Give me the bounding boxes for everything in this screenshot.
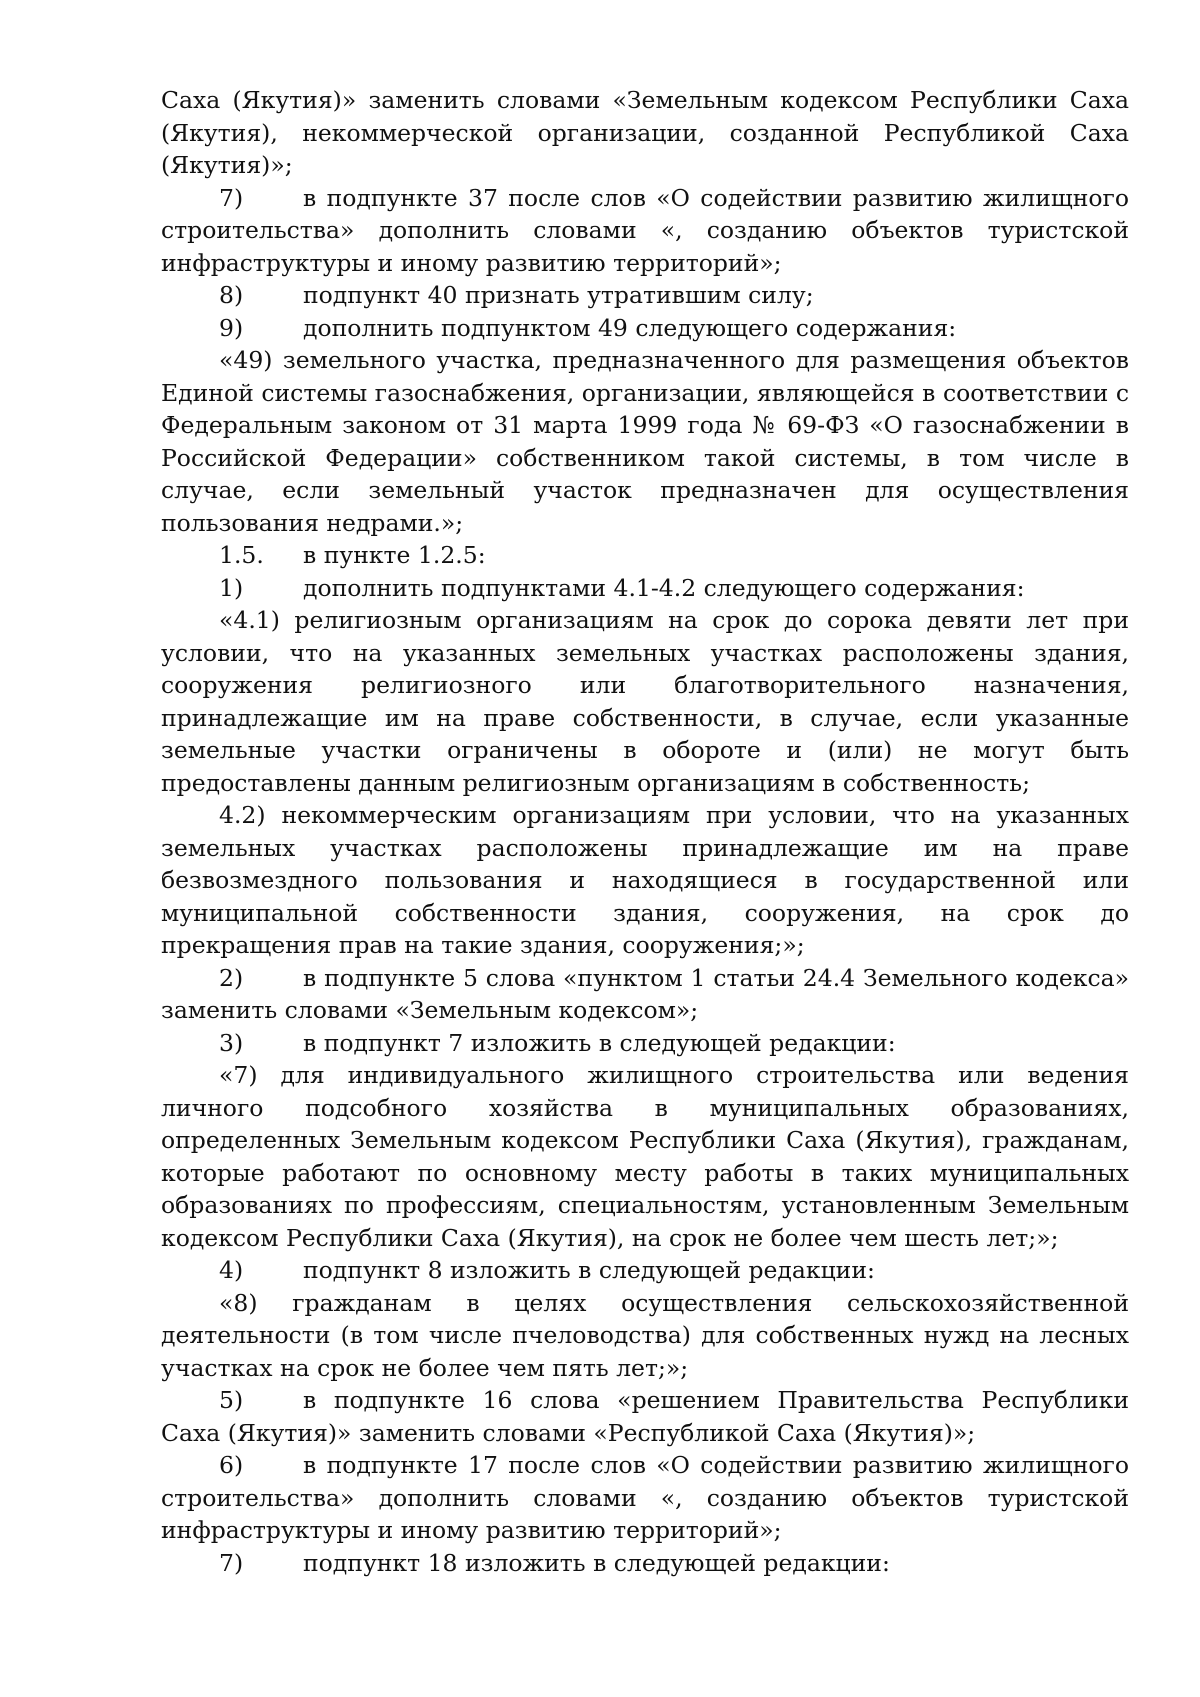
item-number: 7) [219, 183, 244, 212]
paragraph: 2) в подпункте 5 слова «пунктом 1 статьи 24.4 Земельного кодекса» заменить словами «Земельным кодексом»; [161, 963, 1129, 1024]
item-number: 2) [219, 963, 244, 992]
paragraph: 6) в подпункте 17 после слов «О содействии развитию жилищного строительства» дополнить словами «, созданию объектов туристской инфраструктуры и иному развитию территорий»; [161, 1451, 1129, 1544]
paragraph: «49) земельного участка, предназначенного для размещения объектов Единой системы газоснабжения, организации, являющейся в соответствии с Федеральным законом от 31 марта 1999 года № 69-ФЗ «О газоснабжении в Российской Федерации» собственником такой системы, в том числе в случае, если земельный участок предназначен для осуществления пользования недрами.»; [161, 346, 1129, 537]
item-number: 7) [219, 1548, 244, 1577]
paragraph: «8) гражданам в целях осуществления сельскохозяйственной деятельности (в том числе пчеловодства) для собственных нужд на лесных участках на срок не более чем пять лет;»; [161, 1288, 1129, 1382]
paragraph: Саха (Якутия)» заменить словами «Земельным кодексом Республики Саха (Якутия), некоммерческой организации, созданной Республикой Саха (Якутия)»; [161, 86, 1129, 179]
paragraph: 7) в подпункте 37 после слов «О содействии развитию жилищного строительства» дополнить словами «, созданию объектов туристской инфраструктуры и иному развитию территорий»; [161, 183, 1129, 277]
paragraph: «7) для индивидуального жилищного строительства или ведения личного подсобного хозяйства в муниципальных образованиях, определенных Земельным кодексом Республики Саха (Якутия), гражданам, которые работают по основному месту работы в таких муниципальных образованиях по профессиям, специальностям, установленным Земельным кодексом Республики Саха (Якутия), на срок не более чем шесть лет;»; [161, 1061, 1129, 1252]
list-item: 8) подпункт 40 признать утратившим силу; [161, 279, 1129, 312]
item-number: 1.5. [219, 541, 264, 569]
list-item: 9) дополнить подпунктом 49 следующего содержания: [161, 312, 1129, 345]
item-number: 5) [219, 1386, 244, 1414]
item-number: 8) [219, 281, 244, 309]
paragraph: «4.1) религиозным организациям на срок до сорока девяти лет при условии, что на указанных земельных участках расположены здания, сооружения религиозного или благотворительного назначения, принадлежащие им на праве собственности, в случае, если указанные земельные участки ограничены в обороте и (или) не могут быть предоставлены данным религиозным организациям в собственность; [161, 606, 1129, 797]
list-item: 1.5. в пункте 1.2.5: [161, 539, 1129, 572]
item-number: 6) [219, 1451, 244, 1479]
list-item: 1) дополнить подпунктами 4.1-4.2 следующего содержания: [161, 572, 1129, 605]
item-number: 9) [219, 313, 244, 342]
item-number: 1) [219, 573, 244, 602]
list-item: 3) в подпункт 7 изложить в следующей редакции: [161, 1027, 1129, 1060]
paragraph: 5) в подпункте 16 слова «решением Правительства Республики Саха (Якутия)» заменить словами «Республикой Саха (Якутия)»; [161, 1386, 1129, 1447]
item-number: 4) [219, 1256, 244, 1284]
list-item: 4) подпункт 8 изложить в следующей редакции: [161, 1254, 1129, 1287]
document-page [161, 84, 1129, 1579]
list-item: 7) подпункт 18 изложить в следующей редакции: [161, 1547, 1129, 1580]
item-number: 3) [219, 1028, 244, 1057]
paragraph: 4.2) некоммерческим организациям при условии, что на указанных земельных участках расположены принадлежащие им на праве безвозмездного пользования и находящиеся в государственной или муниципальной собственности здания, сооружения, на срок до прекращения прав на такие здания, сооружения;»; [161, 801, 1129, 959]
